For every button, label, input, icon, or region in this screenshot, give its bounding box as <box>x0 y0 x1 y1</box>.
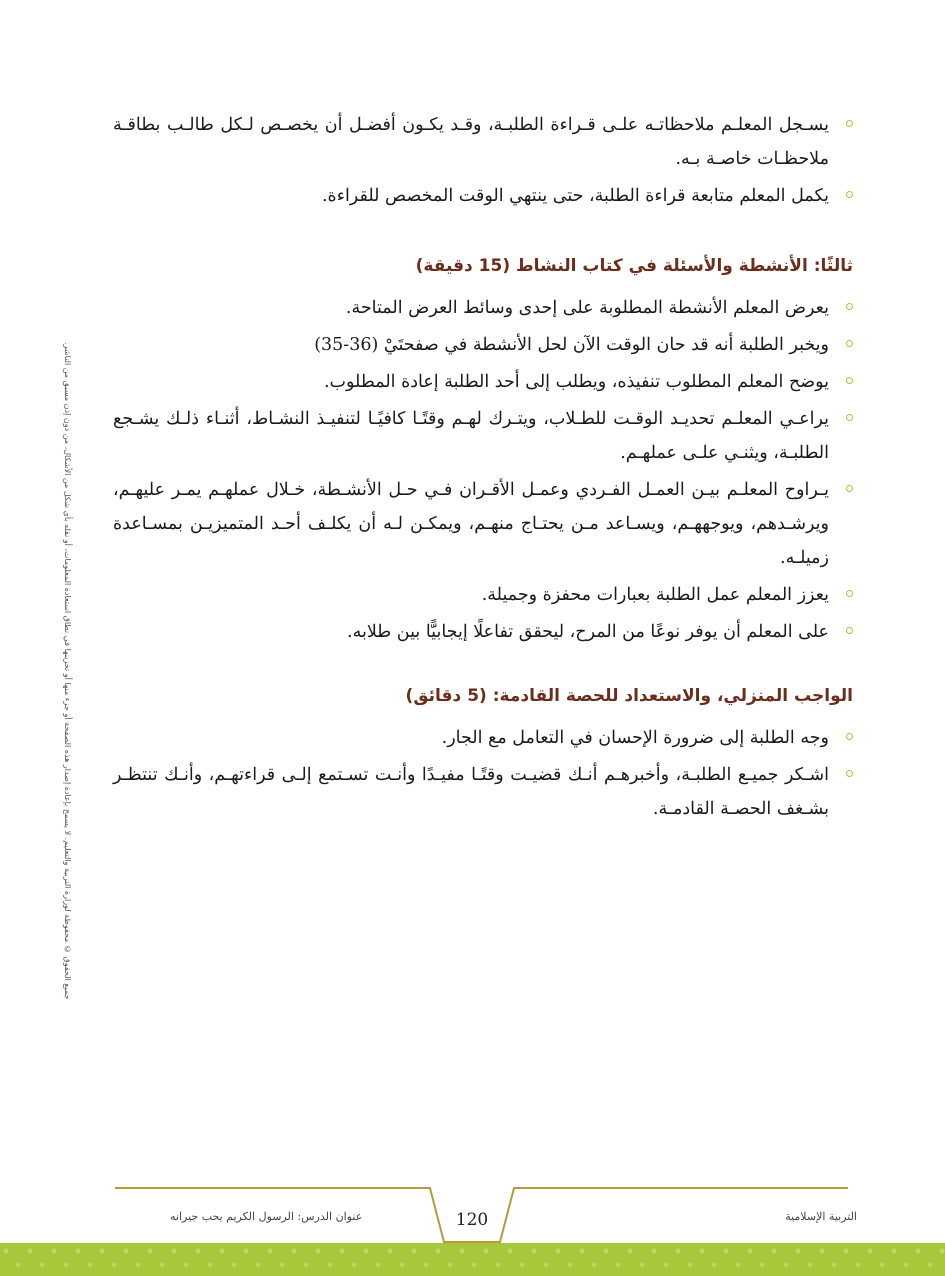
bullet-circle-icon <box>846 590 853 597</box>
section3-list <box>113 721 853 826</box>
bullet-circle-icon <box>846 770 853 777</box>
page-footer <box>0 1180 945 1276</box>
section2-list <box>113 291 853 649</box>
bullet-circle-icon <box>846 191 853 198</box>
subject-name: التربية الإسلامية <box>785 1210 857 1223</box>
list-item: يراعـي المعلـم تحديـد الوقـت للطـلاب، ويتـرك لهـم وقتًـا كافيًـا لتنفيـذ النشـاط، أثنـاء ذلـك يشـجع الطلبـة، ويثنـي علـى عملهـم. <box>113 402 853 470</box>
list-item: يعزز المعلم عمل الطلبة بعبارات محفزة وجميلة. <box>113 578 853 612</box>
lesson-title: عنوان الدرس: الرسول الكريم يحب جيرانه <box>170 1210 363 1223</box>
page-content <box>113 108 853 829</box>
list-item: يكمل المعلم متابعة قراءة الطلبة، حتى ينتهي الوقت المخصص للقراءة. <box>113 179 853 213</box>
list-item: على المعلم أن يوفر نوعًا من المرح، ليحقق تفاعلًا إيجابيًّا بين طلابه. <box>113 615 853 649</box>
section1-list <box>113 108 853 213</box>
bullet-circle-icon <box>846 414 853 421</box>
list-item: يسـجل المعلـم ملاحظاتـه علـى قـراءة الطلبـة، وقـد يكـون أفضـل أن يخصـص لـكل طالـب بطاقـة ملاحظـات خاصـة بـه. <box>113 108 853 176</box>
decorative-pattern-band <box>0 1243 945 1276</box>
list-item: يعرض المعلم الأنشطة المطلوبة على إحدى وسائط العرض المتاحة. <box>113 291 853 325</box>
bullet-circle-icon <box>846 485 853 492</box>
bullet-circle-icon <box>846 303 853 310</box>
page-number: 120 <box>455 1210 489 1230</box>
bullet-circle-icon <box>846 377 853 384</box>
list-item: يوضح المعلم المطلوب تنفيذه، ويطلب إلى أحد الطلبة إعادة المطلوب. <box>113 365 853 399</box>
list-item: اشـكر جميـع الطلبـة، وأخبرهـم أنـك قضيـت وقتًـا مفيـدًا وأنـت تسـتمع إلـى قراءتهـم، وأنـك تنتظـر بشـغف الحصـة القادمـة. <box>113 758 853 826</box>
bullet-circle-icon <box>846 733 853 740</box>
list-item: يـراوح المعلـم بيـن العمـل الفـردي وعمـل الأقـران فـي حـل الأنشـطة، خـلال عملهـم يمـر عليهـم، ويرشـدهم، ويوجههـم، ويسـاعد مـن يحتـاج منهـم، ويمكـن لـه أن يكلـف أحـد المتميزيـن بمسـاعدة زميلـه. <box>113 473 853 575</box>
bullet-circle-icon <box>846 627 853 634</box>
bullet-circle-icon <box>846 120 853 127</box>
bullet-circle-icon <box>846 340 853 347</box>
list-item: ويخبر الطلبة أنه قد حان الوقت الآن لحل الأنشطة في صفحتَيْ (36-35) <box>113 328 853 362</box>
list-item: وجه الطلبة إلى ضرورة الإحسان في التعامل مع الجار. <box>113 721 853 755</box>
section2-heading: ثالثًا: الأنشطة والأسئلة في كتاب النشاط (15 دقيقة) <box>415 256 853 276</box>
section3-heading: الواجب المنزلي، والاستعداد للحصة القادمة: (5 دقائق) <box>405 686 853 706</box>
copyright-note: جميع الحقوق © محفوظة لوزارة التربية والتعليم. لا يسمح بإعادة إصدار هذه الصفحة أو جزء منها أو تخزينها في نطاق استعادة المعلومات، أو نقله بأي شكل من الأشكال، من دون إذن مسبق من الناشر. <box>63 342 72 1000</box>
